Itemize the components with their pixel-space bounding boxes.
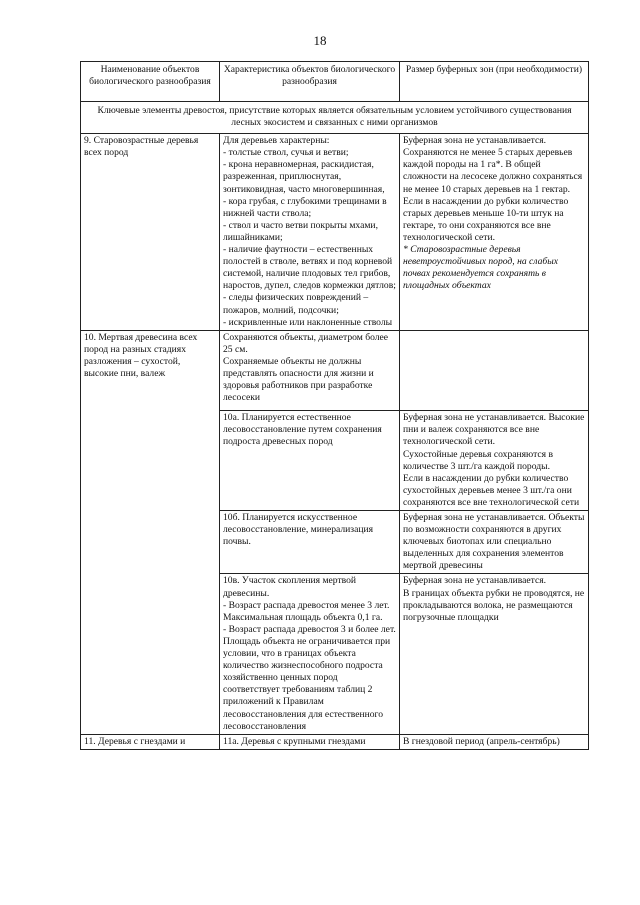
row10a-buffer-para: Сухостойные деревья сохраняются в количестве 3 шт./га каждой породы.: [403, 448, 553, 472]
table-row: [81, 330, 589, 411]
row9-char-line: - наличие фаутности – естественных полостей в стволе, ветвях и под корневой системой, наличие плодовых тел грибов, наростов, дупел, следов кормежки дятлов;: [223, 244, 396, 292]
row10-name: 10. Мертвая древесина всех пород на разных стадиях разложения – сухостой, высокие пни, валеж: [81, 330, 220, 734]
row9-characteristic: [220, 134, 400, 331]
row10a-buffer-para: Если в насаждении до рубки количество сухостойных деревьев менее 3 шт./га они сохраняются все вне технологической сети: [403, 472, 580, 508]
row11-buffer: В гнездовой период (апрель-сентябрь): [400, 734, 589, 749]
header-buffer-zone: Размер буферных зон (при необходимости): [400, 62, 589, 102]
row10-char-para: Сохраняются объекты, диаметром более 25 см.: [223, 331, 389, 355]
row10v-char-para: 10в. Участок скопления мертвой древесины.: [223, 575, 357, 599]
page-number: 18: [313, 33, 327, 48]
row9-char-line: Для деревьев характерны:: [223, 135, 330, 147]
table-row: [81, 734, 589, 749]
row10-characteristic: [220, 330, 400, 411]
row11-name: 11. Деревья с гнездами и: [81, 734, 220, 749]
row10a-characteristic: 10а. Планируется естественное лесовосстановление путем сохранения подроста древесных пород: [220, 411, 400, 511]
row10b-buffer: Буферная зона не устанавливается. Объекты по возможности сохраняются в других ключевых биотопах или специально выделенных для сохранения элементов мертвой древесины: [400, 511, 589, 574]
header-characteristic: Характеристика объектов биологического разнообразия: [220, 62, 400, 102]
row10v-char-para: - Возраст распада древостоя 3 и более лет. Площадь объекта не ограничивается при условии, что в границах объекта количество жизнеспособного подроста хозяйственно ценных пород соответствует требованиям таблиц 2 приложений к Правилам лесовосстановления для естественного лесовосстановления: [223, 623, 396, 732]
row10v-char-para: - Возраст распада древостоя менее 3 лет. Максимальная площадь объекта 0,1 га.: [223, 599, 390, 623]
row10-char-para: Сохраняемые объекты не должны представлять опасности для жизни и здоровья работников при разработке лесосеки: [223, 355, 374, 404]
row10v-buffer-para: Буферная зона не устанавливается.: [403, 575, 547, 587]
section-title: Ключевые элементы древостоя, присутствие которых является обязательным условием устойчивого существования лесных экосистем и связанных с ними организмов: [81, 102, 589, 134]
biodiversity-table: [80, 61, 589, 750]
row9-char-line: - крона неравномерная, раскидистая, разреженная, приплюснутая, зонтиковидная, часто многовершинная,: [223, 159, 385, 195]
row10a-buffer: [400, 411, 589, 511]
row10v-characteristic: [220, 574, 400, 734]
row9-note: * Старовозрастные деревья неветроустойчивых пород, на слабых почвах рекомендуется сохранять в площадных объектах: [403, 244, 558, 292]
row9-char-line: - кора грубая, с глубокими трещинами в нижней части ствола;: [223, 195, 387, 219]
table-header-row: [81, 62, 589, 102]
row9-char-line: - толстые ствол, сучья и ветви;: [223, 147, 349, 159]
row11-characteristic: 11а. Деревья с крупными гнездами: [220, 734, 400, 749]
row9-buffer-para: Если в насаждении до рубки количество старых деревьев меньше 10-ти штук на гектаре, то они сохраняются все вне технологической сети.: [403, 195, 569, 243]
section-row: [81, 102, 589, 134]
row9-char-line: - следы физических повреждений – пожаров, молний, подсочки;: [223, 292, 369, 316]
row9-name: 9. Старовозрастные деревья всех пород: [81, 134, 220, 331]
row9-buffer: [400, 134, 589, 331]
row9-char-line: - искривленные или наклоненные стволы: [223, 316, 393, 328]
row9-buffer-para: Буферная зона не устанавливается. Сохраняются не менее 5 старых деревьев каждой породы на 1 га*. В общей сложности на лесосеке должно сохраняться не менее 10 старых деревьев на 1 гектар.: [403, 135, 583, 195]
row10a-buffer-para: Буферная зона не устанавливается. Высокие пни и валеж сохраняются все вне технологической сети.: [403, 412, 585, 448]
row10v-buffer: [400, 574, 589, 734]
header-object-name: Наименование объектов биологического разнообразия: [81, 62, 220, 102]
row10-buffer-empty: [400, 330, 589, 411]
row10v-buffer-para: В границах объекта рубки не проводятся, не прокладываются волока, не размещаются погрузочные площадки: [403, 587, 585, 623]
table-row: [81, 134, 589, 331]
row10b-characteristic: 10б. Планируется искусственное лесовосстановление, минерализация почвы.: [220, 511, 400, 574]
row9-char-line: - ствол и часто ветви покрыты мхами, лишайниками;: [223, 219, 378, 243]
